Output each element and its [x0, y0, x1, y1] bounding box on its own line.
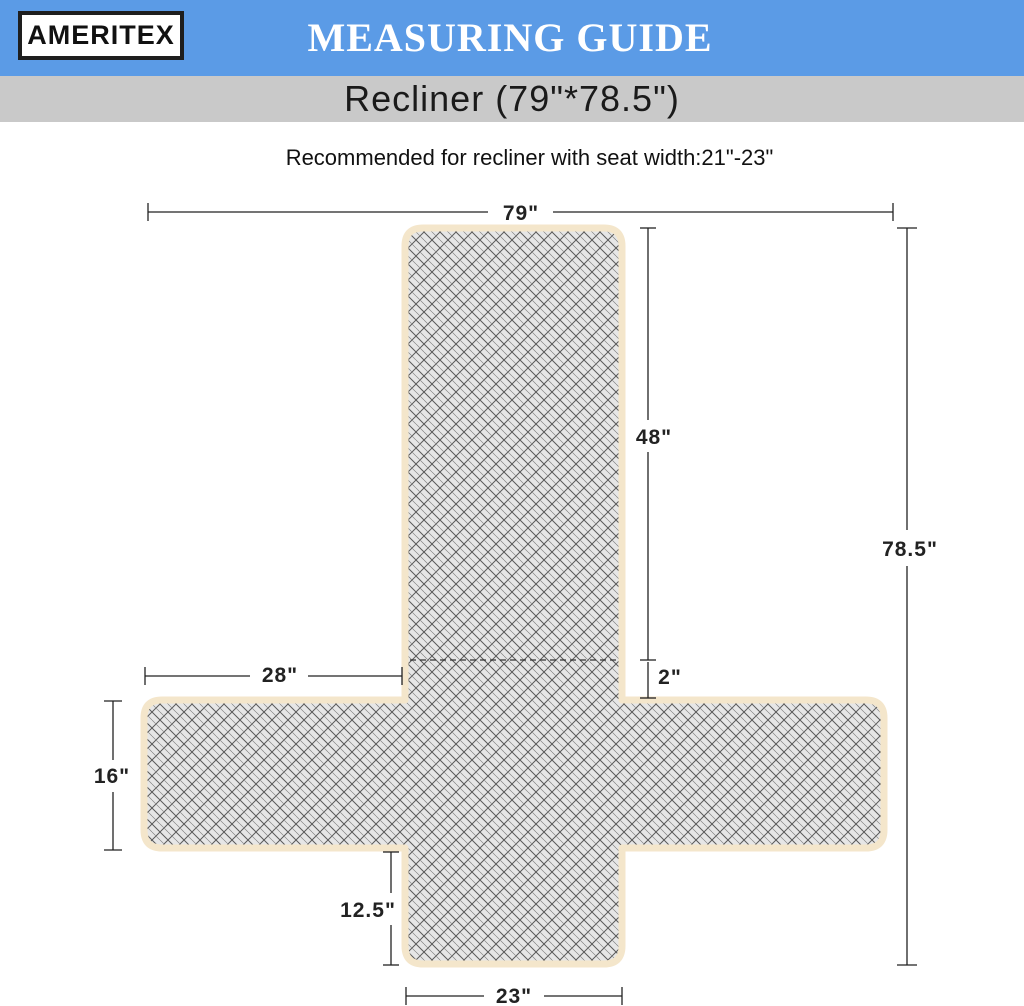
dimension-label-seat-width: 23"	[495, 985, 533, 1006]
recommendation-text: Recommended for recliner with seat width:21"-23"	[285, 145, 774, 170]
brand-logo: AMERITEX	[18, 11, 184, 60]
recliner-cover-shape	[144, 228, 884, 964]
dimension-label-total-height: 78.5"	[882, 538, 938, 561]
guide-title: MEASURING GUIDE	[307, 15, 713, 60]
dimension-label-gap: 2"	[658, 666, 682, 689]
dimension-label-total-width: 79"	[502, 202, 540, 225]
product-title: Recliner (79"*78.5")	[344, 78, 680, 119]
dimension-label-footrest-height: 12.5"	[340, 899, 396, 922]
dimension-label-side-flap-width: 28"	[261, 664, 299, 687]
dimension-total-height	[897, 228, 917, 965]
dimension-label-side-flap-height: 16"	[93, 765, 131, 788]
dimension-label-backrest-height: 48"	[635, 426, 673, 449]
dimension-gap	[640, 662, 656, 698]
